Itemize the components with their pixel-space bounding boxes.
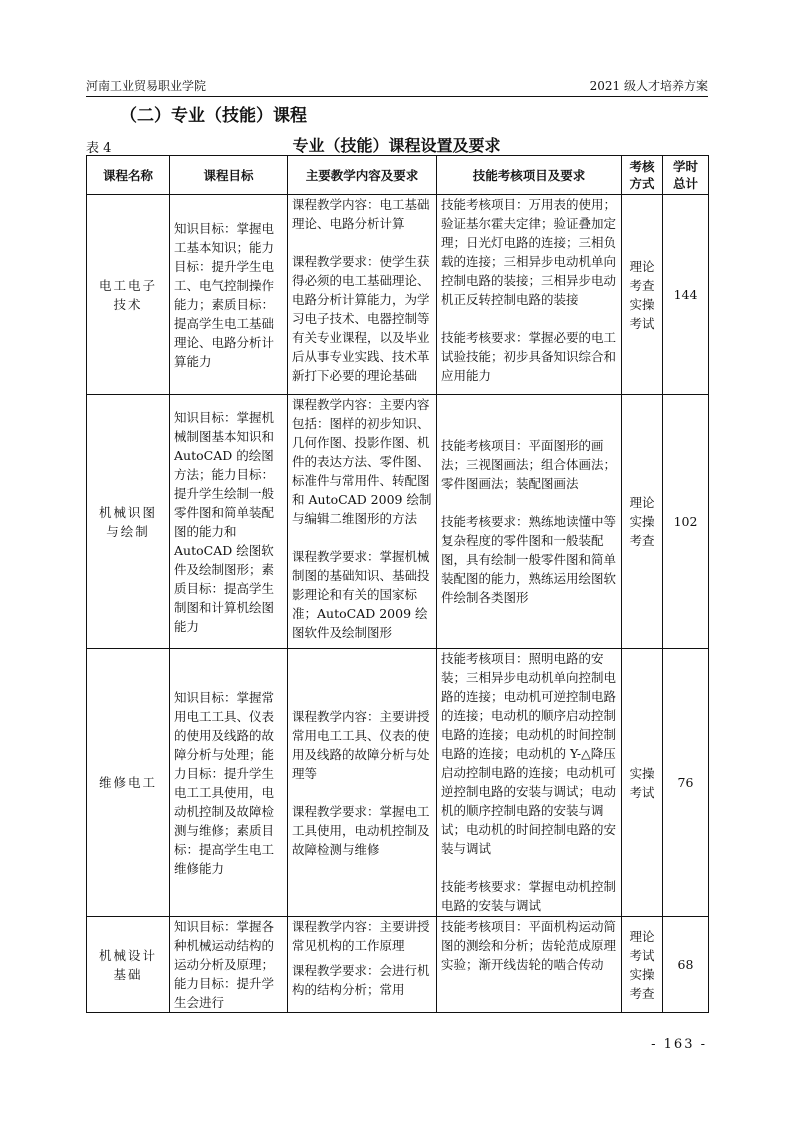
- course-skills: [437, 395, 622, 649]
- skills-items: 技能考核项目：平面图形的画法；三视图画法；组合体画法；零件图画法；装配图画法: [441, 438, 617, 491]
- content-requirements: 课程教学要求：会进行机构的结构分析；常用: [292, 963, 430, 997]
- table-row: [87, 195, 709, 395]
- course-skills: [437, 917, 622, 1013]
- content-requirements: 课程教学要求：使学生获得必须的电工基础理论、电路分析计算能力，为学习电子技术、电器控制等有关专业课程，以及毕业后从事专业实践、技术革新打下必要的理论基础: [292, 254, 430, 383]
- content-topics: 课程教学内容：电工基础理论、电路分析计算: [292, 197, 430, 231]
- skills-items: 技能考核项目：照明电路的安装；三相异步电动机单向控制电路的连接；电动机可逆控制电路的连接；电动机的顺序启动控制电路的连接；电动机的时间控制电路的连接；电动机的 Y-△降压启动控制电路的连接；电动机可逆控制电路的安装与调试；电动机的顺序控制电路的安装与调试；电动机的时间控制电路的安装与调试: [441, 651, 617, 856]
- assessment-method: 理论考试实操考查: [622, 917, 663, 1013]
- course-name: 机械识图与绘制: [87, 395, 170, 649]
- table-header-row: [87, 156, 709, 195]
- course-name: 维修电工: [87, 649, 170, 917]
- content-topics: 课程教学内容：主要内容包括：图样的初步知识、几何作图、投影作图、机件的表达方法、零件图、标准件与常用件、转配图和 AutoCAD 2009 绘制与编辑二维图形的方法: [292, 397, 432, 526]
- column-header-content: 主要教学内容及要求: [288, 156, 437, 195]
- page-header: [86, 76, 708, 96]
- assessment-method: 实操考试: [622, 649, 663, 917]
- table-row: [87, 395, 709, 649]
- column-header-name: 课程名称: [87, 156, 170, 195]
- course-skills: [437, 195, 622, 395]
- skills-items: 技能考核项目：万用表的使用；验证基尔霍夫定律；验证叠加定理；日光灯电路的连接；三相负载的连接；三相异步电动机单向控制电路的装接；三相异步电动机正反转控制电路的装接: [441, 197, 617, 307]
- course-goal: 知识目标：掌握电工基本知识；能力目标：提升学生电工、电气控制操作能力；素质目标：提高学生电工基础理论、电路分析计算能力: [170, 195, 288, 395]
- assessment-method: 理论考查实操考试: [622, 195, 663, 395]
- course-content: [288, 195, 437, 395]
- content-topics: 课程教学内容：主要讲授常见机构的工作原理: [292, 919, 430, 953]
- course-skills: [437, 649, 622, 917]
- course-goal: 知识目标：掌握各种机械运动结构的运动分析及原理；能力目标：提升学生会进行: [170, 917, 288, 1013]
- course-name: 机械设计基础: [87, 917, 170, 1013]
- course-goal: 知识目标：掌握常用电工工具、仪表的使用及线路的故障分析与处理；能力目标：提升学生电工工具使用，电动机控制及故障检测与维修；素质目标：提高学生电工维修能力: [170, 649, 288, 917]
- column-header-goal: 课程目标: [170, 156, 288, 195]
- assessment-method: 理论实操考查: [622, 395, 663, 649]
- skills-requirements: 技能考核要求：熟练地读懂中等复杂程度的零件图和一般装配图，具有绘制一般零件图和简单装配图的能力，熟练运用绘图软件绘制各类图形: [441, 514, 617, 605]
- course-table: [86, 155, 709, 1013]
- section-title: （二）专业（技能）课程: [120, 106, 307, 126]
- total-hours: 76: [663, 649, 709, 917]
- header-document-title: 2021 级人才培养方案: [589, 79, 708, 93]
- course-goal: 知识目标：掌握机械制图基本知识和 AutoCAD 的绘图方法；能力目标：提升学生绘制一般零件图和简单装配图的能力和 AutoCAD 绘图软件及绘制图形；素质目标：提高学生制图和计算机绘图能力: [170, 395, 288, 649]
- course-content: [288, 917, 437, 1013]
- header-rule: [86, 96, 708, 97]
- content-topics: 课程教学内容：主要讲授常用电工工具、仪表的使用及线路的故障分析与处理等: [292, 708, 430, 781]
- page-number: - 163 -: [651, 1037, 707, 1052]
- content-requirements: 课程教学要求：掌握机械制图的基础知识、基础投影理论和有关的国家标准；AutoCAD 2009 绘图软件及绘制图形: [292, 549, 430, 640]
- total-hours: 102: [663, 395, 709, 649]
- course-content: [288, 395, 437, 649]
- column-header-hours: 学时总计: [663, 156, 709, 195]
- content-requirements: 课程教学要求：掌握电工工具使用，电动机控制及故障检测与维修: [292, 803, 430, 857]
- column-header-skills: 技能考核项目及要求: [437, 156, 622, 195]
- table-label: 表 4: [86, 141, 112, 156]
- course-name: 电工电子技术: [87, 195, 170, 395]
- table-row: [87, 917, 709, 1013]
- table-title: 专业（技能）课程设置及要求: [292, 136, 501, 155]
- table-row: [87, 649, 709, 917]
- skills-requirements: 技能考核要求：掌握必要的电工试验技能；初步具备知识综合和应用能力: [441, 330, 617, 383]
- column-header-method: 考核方式: [622, 156, 663, 195]
- total-hours: 144: [663, 195, 709, 395]
- total-hours: 68: [663, 917, 709, 1013]
- skills-items: 技能考核项目：平面机构运动简图的测绘和分析；齿轮范成原理实验；渐开线齿轮的啮合传动: [441, 919, 617, 972]
- course-content: [288, 649, 437, 917]
- header-school-name: 河南工业贸易职业学院: [86, 79, 207, 93]
- skills-requirements: 技能考核要求：掌握电动机控制电路的安装与调试: [441, 879, 617, 913]
